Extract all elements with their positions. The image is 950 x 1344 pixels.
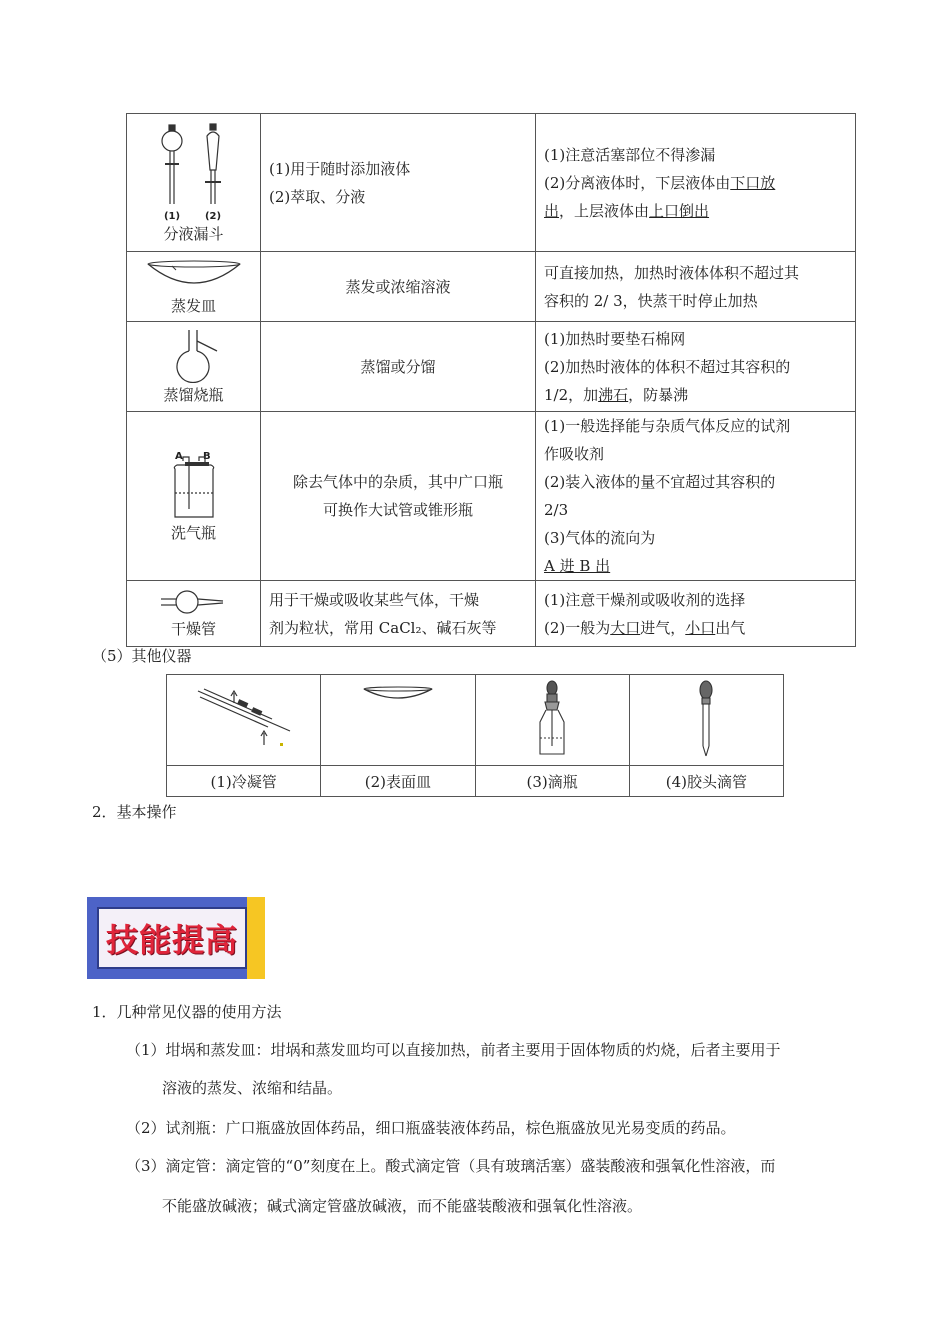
- note-line: [544, 468, 847, 496]
- skill-item-line: （2）试剂瓶：广口瓶盛放固体药品，细口瓶盛装液体药品，棕色瓶盛放见光易变质的药品。: [126, 1119, 736, 1137]
- note-cell: [536, 581, 856, 647]
- skill-item-line: （1）坩埚和蒸发皿：坩埚和蒸发皿均可以直接加热，前者主要用于固体物质的灼烧，后者主要用于: [126, 1041, 781, 1059]
- skill-item-line: （3）滴定管：滴定管的“0”刻度在上。酸式滴定管（具有玻璃活塞）盛装酸液和强氧化性溶液，而: [126, 1157, 776, 1175]
- instrument-label: (4)胶头滴管: [629, 766, 783, 797]
- note-line: [544, 197, 847, 225]
- table-row: [127, 114, 856, 252]
- skill-item-line: 溶液的蒸发、浓缩和结晶。: [162, 1079, 343, 1097]
- instrument-cell: [127, 322, 261, 412]
- instrument-name: 洗气瓶: [170, 524, 216, 542]
- instrument-cell: [629, 675, 783, 766]
- use-line: 蒸馏或分馏: [360, 357, 436, 376]
- note-cell: [536, 322, 856, 412]
- note-line: [544, 586, 847, 614]
- instrument-table: [126, 113, 856, 647]
- note-text: (2)装入液体的量不宜超过其容积的: [544, 473, 776, 491]
- note-cell: [536, 252, 856, 322]
- skills-title: 1．几种常见仪器的使用方法: [92, 1003, 282, 1021]
- banner-text: 技能提高: [105, 921, 238, 959]
- underlined-answer: 大口: [610, 618, 641, 637]
- table-row: [127, 322, 856, 412]
- instrument-name: 蒸馏烧瓶: [163, 385, 224, 404]
- table-row: [127, 252, 856, 322]
- note-line: [544, 259, 847, 287]
- diagram-label: B: [202, 451, 211, 462]
- note-text: (1)注意干燥剂或吸收剂的选择: [544, 590, 746, 609]
- instrument-cell: [475, 675, 629, 766]
- table-row: [127, 412, 856, 581]
- use-cell: [261, 252, 536, 322]
- note-cell: [536, 114, 856, 252]
- note-line: [544, 169, 847, 197]
- use-line: (1)用于随时添加液体: [269, 159, 411, 178]
- note-line: [544, 614, 847, 642]
- instrument-cell: [127, 412, 261, 581]
- instrument-cell: [127, 581, 261, 647]
- diagram-label: A: [174, 451, 183, 462]
- table-row: [167, 766, 784, 797]
- note-text: ，上层液体由: [559, 201, 650, 220]
- other-instruments-table: [166, 674, 784, 797]
- note-text: ，防暴沸: [628, 385, 689, 404]
- note-text: 作吸收剂: [544, 445, 605, 463]
- skill-item-line: 不能盛放碱液；碱式滴定管盛放碱液，而不能盛装酸液和强氧化性溶液。: [162, 1197, 643, 1215]
- note-text: (2)分离液体时，下层液体由: [544, 173, 731, 192]
- underlined-answer: A 进 B 出: [544, 557, 611, 575]
- instrument-label: (3)滴瓶: [475, 766, 629, 797]
- note-text: (1)一般选择能与杂质气体反应的试剂: [544, 417, 791, 435]
- note-text: 容积的 2/ 3，快蒸干时停止加热: [544, 291, 758, 310]
- instrument-cell: [127, 252, 261, 322]
- use-line: 剂为粒状，常用 CaCl₂、碱石灰等: [269, 618, 497, 637]
- note-text: 1/2，加: [544, 385, 599, 404]
- note-line: [544, 440, 847, 468]
- note-text: 出气: [715, 618, 746, 637]
- instrument-name: 蒸发皿: [170, 296, 216, 315]
- note-line: [544, 552, 847, 580]
- condenser-diagram: [194, 685, 294, 755]
- note-line: [544, 496, 847, 524]
- note-text: (1)注意活塞部位不得渗漏: [544, 145, 716, 164]
- underlined-answer: 上口倒出: [649, 201, 710, 220]
- note-text: 进气，: [640, 618, 686, 637]
- note-text: 2/3: [544, 501, 569, 519]
- underlined-answer: 下口放: [730, 173, 776, 192]
- note-text: (2)一般为: [544, 618, 611, 637]
- instrument-name: 分液漏斗: [163, 224, 224, 243]
- underlined-answer: 小口: [685, 618, 716, 637]
- note-text: (1)加热时要垫石棉网: [544, 329, 686, 348]
- instrument-label: (2)表面皿: [321, 766, 475, 797]
- note-text: (3)气体的流向为: [544, 529, 656, 547]
- other-instruments-heading: （5）其他仪器: [92, 647, 192, 665]
- use-line: 除去气体中的杂质，其中广口瓶: [292, 473, 503, 491]
- note-line: [544, 325, 847, 353]
- watch-glass-diagram: [358, 685, 438, 755]
- use-cell: [261, 114, 536, 252]
- instrument-cell: [167, 675, 321, 766]
- skills-banner: [87, 897, 265, 979]
- separatory-funnel-diagram: [149, 122, 239, 222]
- note-cell: [536, 412, 856, 581]
- note-line: [544, 141, 847, 169]
- table-row: [127, 581, 856, 647]
- instrument-cell: [127, 114, 261, 252]
- underlined-answer: 出: [544, 201, 560, 220]
- note-line: [544, 524, 847, 552]
- use-line: 蒸发或浓缩溶液: [345, 277, 451, 296]
- distillation-flask-diagram: [159, 329, 229, 383]
- note-text: 可直接加热，加热时液体体积不超过其: [544, 263, 800, 282]
- underlined-answer: 沸石: [598, 385, 629, 404]
- note-text: (2)加热时液体的体积不超过其容积的: [544, 357, 791, 376]
- instrument-name: 干燥管: [170, 619, 216, 638]
- drying-tube-diagram: [159, 589, 229, 617]
- note-line: [544, 381, 847, 409]
- gas-washing-bottle-diagram: [159, 449, 229, 521]
- use-line: 可换作大试管或锥形瓶: [322, 501, 473, 519]
- instrument-label: (1)冷凝管: [167, 766, 321, 797]
- use-cell: [261, 322, 536, 412]
- table-row: [167, 675, 784, 766]
- use-cell: [261, 581, 536, 647]
- instrument-cell: [321, 675, 475, 766]
- note-line: [544, 412, 847, 440]
- use-cell: [261, 412, 536, 581]
- dropper-diagram: [686, 680, 726, 760]
- evaporating-dish-diagram: [144, 258, 244, 294]
- dropper-bottle-diagram: [522, 680, 582, 760]
- use-line: 用于干燥或吸收某些气体，干燥: [269, 590, 480, 609]
- diagram-label: (1): [163, 210, 180, 222]
- section-title: 2．基本操作: [92, 803, 177, 821]
- note-line: [544, 353, 847, 381]
- use-line: (2)萃取、分液: [269, 187, 366, 206]
- diagram-label: (2): [204, 210, 221, 222]
- note-line: [544, 287, 847, 315]
